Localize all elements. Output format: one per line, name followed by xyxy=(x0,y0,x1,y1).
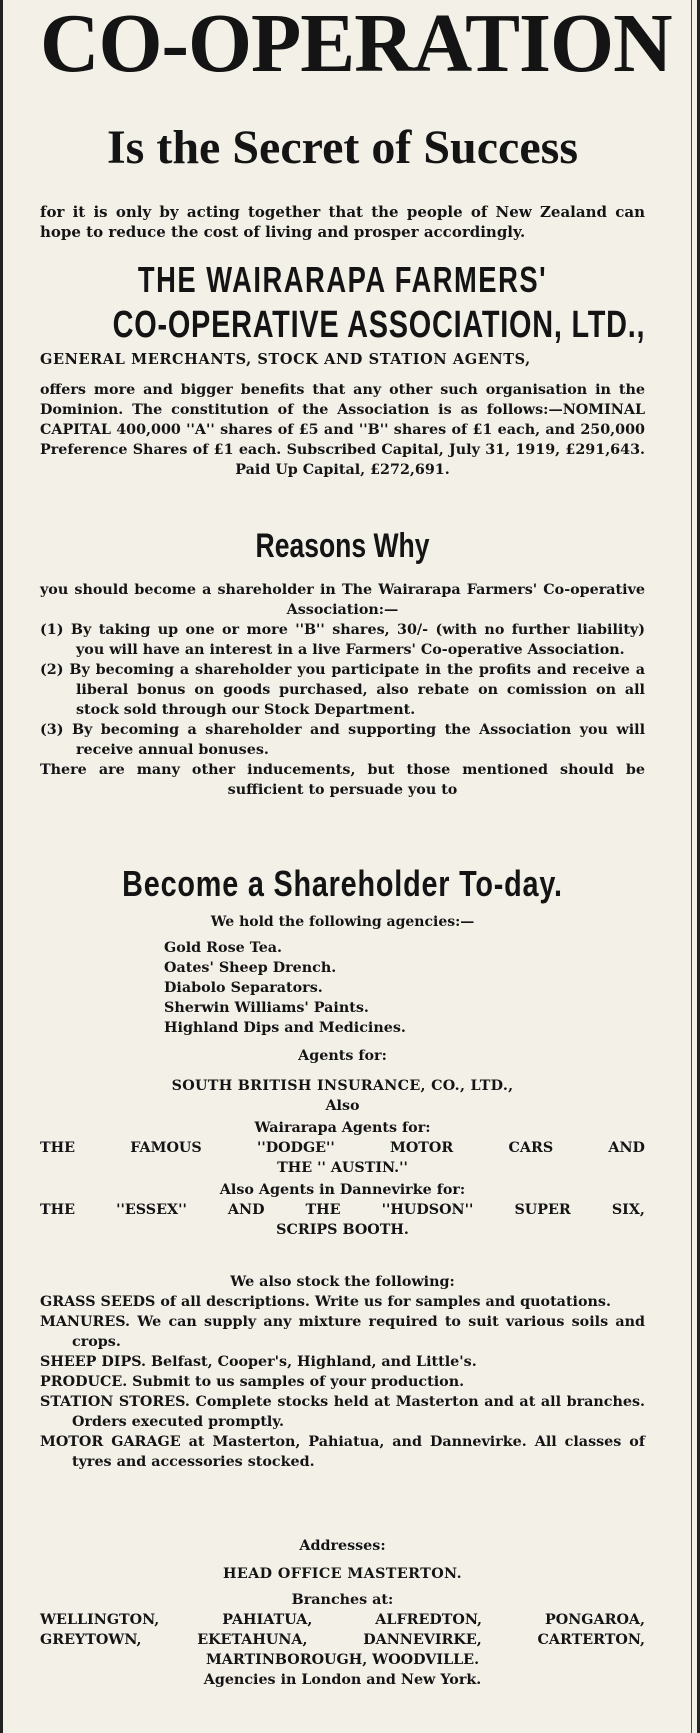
also-label: Also xyxy=(325,1098,360,1114)
head-office: HEAD OFFICE MASTERTON. xyxy=(222,1566,462,1582)
stock-item: PRODUCE. Submit to us samples of your production. xyxy=(40,1374,465,1390)
reasons-lead: you should become a shareholder in The Wairarapa Farmers' Co-operative Association:— xyxy=(40,582,645,618)
intro-box xyxy=(40,202,645,242)
essex-word: SIX, xyxy=(611,1202,645,1218)
overseas-agencies: Agencies in London and New York. xyxy=(203,1672,482,1688)
cta-heading: Become a Shareholder To-day. xyxy=(122,863,563,904)
addresses-heading: Addresses: xyxy=(299,1538,386,1554)
stock-item: GRASS SEEDS of all descriptions. Write us for samples and quotations. xyxy=(40,1294,611,1310)
agencies-lead: We hold the following agencies:— xyxy=(210,914,475,930)
company-trade: GENERAL MERCHANTS, STOCK AND STATION AGENTS, xyxy=(40,351,531,368)
reasons-heading-box xyxy=(40,526,645,570)
wairarapa-agents-label: Wairarapa Agents for: xyxy=(254,1120,431,1136)
reason-item-3: (3) By becoming a shareholder and supporting the Association you will receive annual bonuses. xyxy=(40,722,645,758)
dodge-word: FAMOUS xyxy=(130,1140,202,1156)
agents-for-label: Agents for: xyxy=(298,1048,387,1064)
dodge-word: ''DODGE'' xyxy=(256,1140,335,1156)
company-trade-box xyxy=(40,350,645,370)
headline: CO-OPERATION xyxy=(40,0,672,90)
agency-list xyxy=(40,938,645,1038)
branches-line-1 xyxy=(40,1610,645,1630)
left-column-rule xyxy=(0,0,3,1733)
essex-word: THE xyxy=(40,1202,76,1218)
branches-line-2 xyxy=(40,1630,645,1650)
branch-name: GREYTOWN, xyxy=(40,1632,142,1648)
headline-box xyxy=(40,0,672,90)
branch-name: WELLINGTON, xyxy=(40,1612,160,1628)
dodge-word: MOTOR xyxy=(390,1140,454,1156)
company-line1-box xyxy=(40,258,645,306)
capital-box xyxy=(40,380,645,480)
branches-heading: Branches at: xyxy=(291,1592,394,1608)
branch-name: PAHIATUA, xyxy=(222,1612,313,1628)
agency-item: Oates' Sheep Drench. xyxy=(164,960,337,976)
company-line2-box xyxy=(40,303,645,351)
branch-name: DANNEVIRKE, xyxy=(363,1632,482,1648)
stock-item: SHEEP DIPS. Belfast, Cooper's, Highland, and Little's. xyxy=(40,1354,477,1370)
reasons-box xyxy=(40,580,645,800)
branch-name: CARTERTON, xyxy=(537,1632,645,1648)
dannevirke-agents-label: Also Agents in Dannevirke for: xyxy=(219,1182,466,1198)
essex-word: ''HUDSON'' xyxy=(381,1202,474,1218)
stock-item: MOTOR GARAGE at Masterton, Pahiatua, and Dannevirke. All classes of tyres and accessories stocked. xyxy=(40,1434,645,1470)
branches-line-3: MARTINBOROUGH, WOODVILLE. xyxy=(205,1652,480,1668)
reason-item-1: (1) By taking up one or more ''B'' shares, 30/- (with no further liability) you will have an interest in a live Farmers' Co-operative Association. xyxy=(40,622,645,658)
essex-word: ''ESSEX'' xyxy=(116,1202,187,1218)
dodge-word: THE xyxy=(40,1140,76,1156)
reasons-closing: There are many other inducements, but those mentioned should be sufficient to persuade you to xyxy=(40,762,645,798)
right-column-inner-rule xyxy=(691,0,692,1733)
essex-hudson-line xyxy=(40,1200,645,1220)
cta-box xyxy=(40,862,645,910)
dodge-word: AND xyxy=(608,1140,645,1156)
reasons-heading: Reasons Why xyxy=(255,527,430,565)
stock-item: MANURES. We can supply any mixture required to suit various soils and crops. xyxy=(40,1314,645,1350)
subheadline: Is the Secret of Success xyxy=(106,121,579,174)
capital-text: offers more and bigger benefits that any other such organisation in the Dominion. The constitution of the Association is as follows:—NOMINAL CAPITAL 400,000 ''A'' shares of £5 and ''B'' shares of £1 each, and 250,000 Preference Shares of £1 each. Subscribed Capital, July 31, 1919, £291,643. Paid Up Capital, £272,691. xyxy=(40,382,645,478)
stock-item: STATION STORES. Complete stocks held at Masterton and at all branches. Orders executed promptly. xyxy=(40,1394,645,1430)
agencies-box xyxy=(40,912,645,1240)
addresses-box xyxy=(40,1536,645,1690)
essex-word: SUPER xyxy=(514,1202,571,1218)
agency-item: Sherwin Williams' Paints. xyxy=(164,1000,369,1016)
reason-item-2: (2) By becoming a shareholder you participate in the profits and receive a liberal bonus on goods purchased, also rebate on comission on all stock sold through our Stock Department. xyxy=(40,662,645,718)
intro-text: for it is only by acting together that the people of New Zealand can hope to reduce the cost of living and prosper accordingly. xyxy=(40,203,645,241)
essex-word: THE xyxy=(305,1202,341,1218)
company-name-line1: THE WAIRARAPA FARMERS' xyxy=(137,259,548,300)
branch-name: ALFREDTON, xyxy=(375,1612,482,1628)
branch-name: EKETAHUNA, xyxy=(197,1632,308,1648)
stock-box xyxy=(40,1272,645,1472)
branch-name: PONGAROA, xyxy=(545,1612,645,1628)
insurance-agency: SOUTH BRITISH INSURANCE, CO., LTD., xyxy=(171,1078,514,1094)
scripps-line: SCRIPS BOOTH. xyxy=(276,1222,409,1238)
agency-item: Gold Rose Tea. xyxy=(164,940,283,956)
subheadline-box xyxy=(40,122,645,174)
austin-line: THE '' AUSTIN.'' xyxy=(277,1160,408,1176)
agency-item: Diabolo Separators. xyxy=(164,980,323,996)
dodge-line xyxy=(40,1138,645,1158)
stock-lead: We also stock the following: xyxy=(230,1274,455,1290)
essex-word: AND xyxy=(227,1202,265,1218)
company-name-line2: CO-OPERATIVE ASSOCIATION, LTD., xyxy=(112,304,646,346)
agency-item: Highland Dips and Medicines. xyxy=(164,1020,406,1036)
dodge-word: CARS xyxy=(508,1140,554,1156)
